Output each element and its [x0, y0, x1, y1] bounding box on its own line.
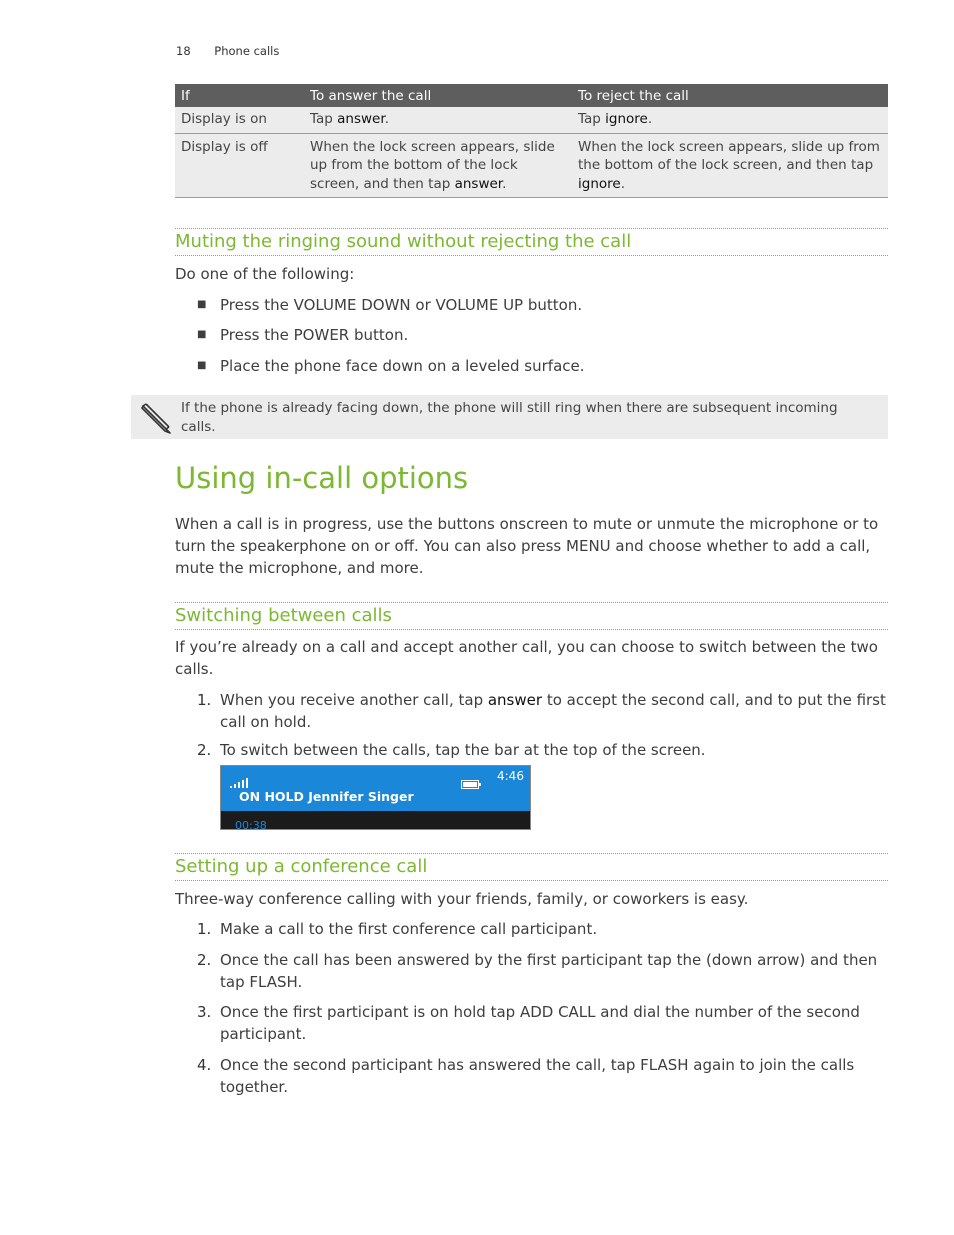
cell-text: Tap	[310, 111, 338, 127]
cell-text: .	[620, 175, 625, 192]
table-cell	[572, 107, 888, 133]
note-box	[131, 395, 888, 439]
in-call-intro: When a call is in progress, use the buttons onscreen to mute or unmute the microphone or to turn the speakerphone on or off. You can also press MENU and choose whether to add a call, mute the microphone, and more.	[175, 515, 879, 577]
table-row	[175, 107, 888, 133]
page-number: 18	[176, 44, 191, 58]
note-text: If the phone is already facing down, the phone will still ring when there are subsequent incoming calls.	[181, 400, 838, 435]
section-title: Phone calls	[214, 44, 280, 58]
table-cell: Display is on	[175, 107, 304, 133]
section-title-in-call: Using in-call options	[175, 461, 469, 495]
step-text: Once the first participant is on hold tap ADD CALL and dial the number of the second participant.	[220, 1003, 860, 1043]
step-text-part: When you receive another call, tap	[220, 691, 488, 709]
step-text: Once the call has been answered by the first participant tap the (down arrow) and then tap FLASH.	[220, 951, 878, 991]
step-number: 1.	[197, 691, 212, 709]
answer-keyword: answer	[337, 111, 385, 127]
ignore-keyword: ignore	[605, 111, 648, 127]
step-number: 4.	[197, 1056, 212, 1074]
step-text	[220, 689, 888, 733]
conference-intro: Three-way conference calling with your friends, family, or coworkers is easy.	[175, 890, 749, 908]
step-number: 1.	[197, 920, 212, 938]
ignore-keyword: ignore	[578, 175, 621, 192]
cell-text: .	[502, 175, 507, 192]
call-timer: 00:38	[235, 819, 267, 830]
cell-text: Tap	[578, 111, 606, 127]
list-item-text: Press the POWER button.	[220, 326, 409, 344]
step-text: Once the second participant has answered the call, tap FLASH again to join the calls together.	[220, 1056, 855, 1096]
muting-heading: Muting the ringing sound without rejecting the call	[175, 228, 888, 256]
clock-time: 4:46	[497, 769, 524, 783]
step-number: 2.	[197, 951, 212, 969]
table-cell	[572, 133, 888, 198]
step-text-part: to accept the second call, and to put the first call on hold.	[220, 691, 886, 731]
answer-keyword: answer	[487, 691, 543, 709]
bullet-mark: ■	[197, 299, 207, 310]
list-item-text: Press the VOLUME DOWN or VOLUME UP button.	[220, 296, 583, 314]
answer-keyword: answer	[454, 175, 503, 192]
table-header-cell: To reject the call	[572, 84, 888, 107]
answer-reject-table	[175, 84, 888, 198]
table-cell	[304, 107, 572, 133]
page-header	[176, 44, 279, 58]
bullet-mark: ■	[197, 360, 207, 371]
step-text: Make a call to the first conference call participant.	[220, 920, 598, 938]
table-cell: Display is off	[175, 133, 304, 198]
list-item-text: Place the phone face down on a leveled surface.	[220, 357, 585, 375]
muting-intro: Do one of the following:	[175, 265, 355, 283]
on-hold-label[interactable]: ON HOLD Jennifer Singer	[239, 789, 414, 804]
step-text: To switch between the calls, tap the bar at the top of the screen.	[220, 741, 706, 759]
table-header-cell: To answer the call	[304, 84, 572, 107]
switching-intro: If you’re already on a call and accept another call, you can choose to switch between the two calls.	[175, 638, 878, 678]
conference-heading: Setting up a conference call	[175, 853, 888, 881]
cell-text: When the lock screen appears, slide up from the bottom of the lock screen, and then tap	[578, 138, 880, 173]
pencil-icon	[139, 400, 173, 434]
on-hold-bar-screenshot	[220, 765, 531, 830]
cell-text: .	[384, 111, 389, 127]
cell-text: When the lock screen appears, slide up from the bottom of the lock screen, and then tap	[310, 138, 555, 192]
switching-heading: Switching between calls	[175, 602, 888, 630]
bullet-mark: ■	[197, 329, 207, 340]
step-number: 3.	[197, 1003, 212, 1021]
cell-text: .	[647, 111, 653, 127]
table-row	[175, 133, 888, 198]
table-header-cell: If	[175, 84, 304, 107]
battery-icon	[461, 774, 481, 793]
table-header-row	[175, 84, 888, 107]
table-cell	[304, 133, 572, 198]
step-number: 2.	[197, 741, 212, 759]
